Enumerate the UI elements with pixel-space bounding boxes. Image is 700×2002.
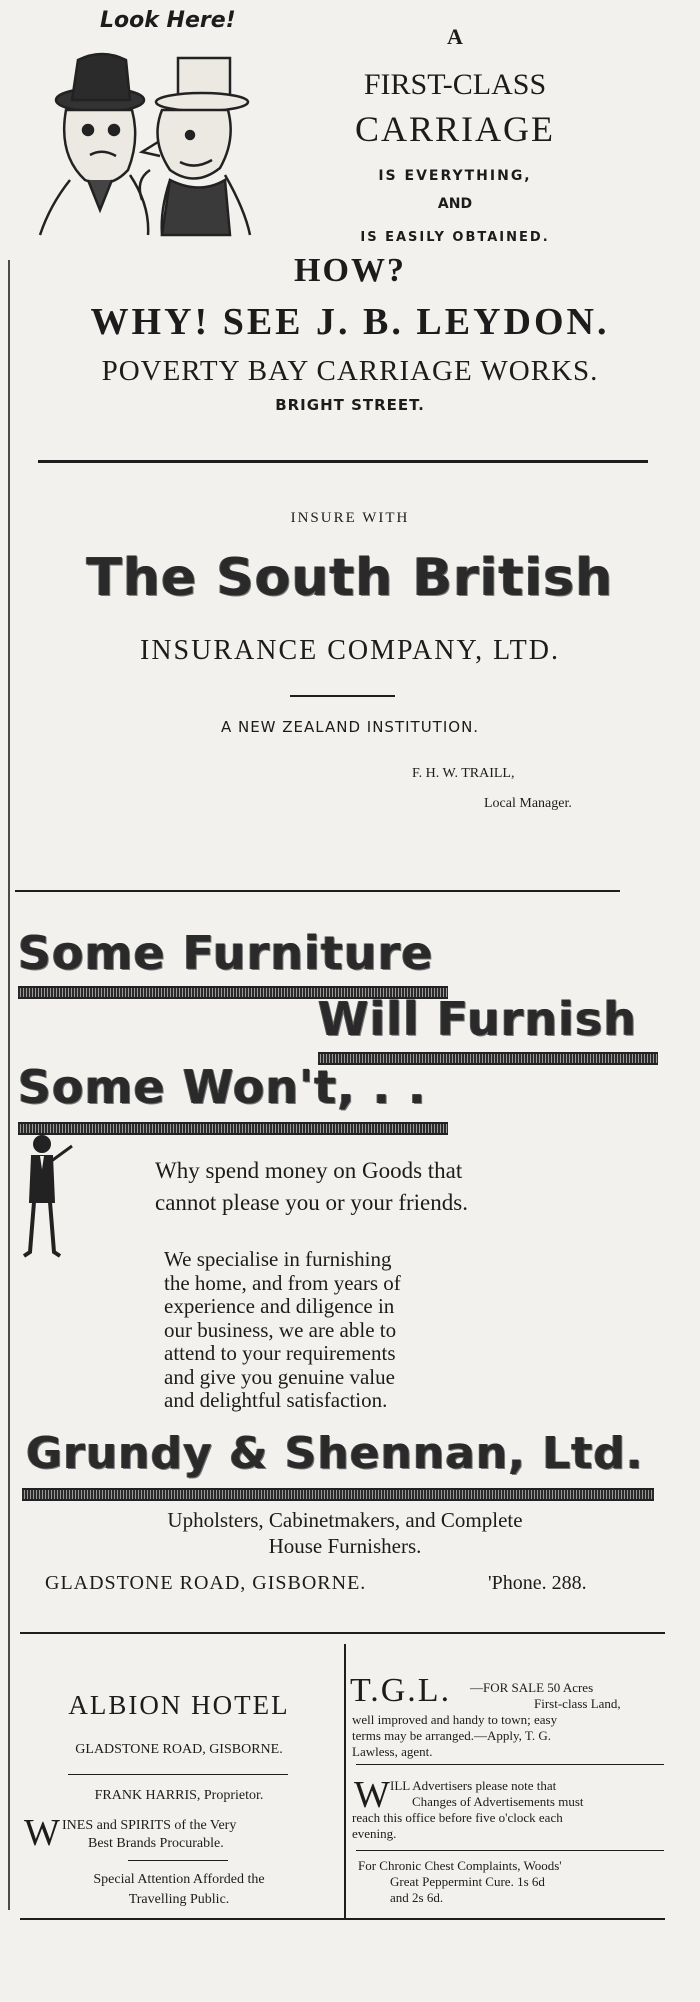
- insurance-rule: [15, 890, 620, 892]
- tgl-rule: [356, 1764, 664, 1765]
- furniture-trades-1: Upholsters, Cabinetmakers, and Complete: [167, 1508, 523, 1532]
- albion-wines-initial: W: [24, 1812, 60, 1854]
- albion-hotel-ad: [18, 1640, 340, 1918]
- carriage-works: POVERTY BAY CARRIAGE WORKS.: [101, 355, 599, 387]
- tgl-ad: [350, 1640, 670, 1760]
- south-british-title: The South British: [86, 548, 614, 608]
- carriage-how: HOW?: [294, 252, 406, 289]
- insurance-institution: A NEW ZEALAND INSTITUTION.: [220, 718, 480, 736]
- carriage-first-class: FIRST-CLASS: [363, 68, 547, 101]
- albion-special-2: Travelling Public.: [128, 1892, 230, 1907]
- furniture-question-1: Why spend money on Goods that: [155, 1158, 463, 1183]
- furniture-line-3: Some Won't, . .: [18, 1060, 427, 1114]
- carriage-is-everything: IS EVERYTHING,: [378, 168, 532, 184]
- insurance-company-ltd: INSURANCE COMPANY, LTD.: [140, 635, 560, 666]
- albion-wines-2: Best Brands Procurable.: [88, 1836, 224, 1851]
- carriage-and: AND: [437, 196, 473, 212]
- furniture-phone: 'Phone. 288.: [488, 1572, 587, 1594]
- furniture-address: GLADSTONE ROAD, GISBORNE.: [45, 1572, 367, 1594]
- furniture-ad: [0, 900, 700, 1630]
- notice-text-2: Changes of Advertisements must: [412, 1794, 584, 1809]
- furniture-bar-3: [18, 1122, 448, 1135]
- albion-hotel-name: ALBION HOTEL: [68, 1690, 290, 1720]
- albion-address: GLADSTONE ROAD, GISBORNE.: [75, 1742, 283, 1757]
- furniture-body-line: We specialise in furnishing: [164, 1247, 392, 1271]
- bottom-rule: [20, 1918, 665, 1920]
- furniture-body-line: and delightful satisfaction.: [164, 1388, 388, 1412]
- gesturing-man-illustration-icon: [20, 1132, 80, 1260]
- tgl-text-1: —FOR SALE 50 Acres: [470, 1680, 594, 1695]
- carriage-easily: IS EASILY OBTAINED.: [360, 230, 550, 245]
- tgl-text-2: First-class Land,: [534, 1696, 621, 1711]
- tgl-text-5: Lawless, agent.: [352, 1744, 433, 1759]
- insurance-manager-name: F. H. W. TRAILL,: [412, 766, 515, 781]
- furniture-line-1: Some Furniture: [18, 926, 434, 980]
- furniture-rule: [20, 1632, 665, 1634]
- insurance-ad: [0, 470, 700, 890]
- chronic-text-1: For Chronic Chest Complaints, Woods': [358, 1858, 562, 1873]
- insurance-manager-title: Local Manager.: [484, 796, 572, 811]
- carriage-rule: [38, 460, 648, 463]
- carriage-ad: [0, 0, 700, 470]
- column-divider: [344, 1644, 346, 1919]
- look-here-caption: Look Here!: [100, 8, 236, 33]
- furniture-bar-4: [22, 1488, 654, 1501]
- furniture-body: [164, 1248, 401, 1413]
- furniture-body-line: the home, and from years of: [164, 1270, 401, 1295]
- carriage-street: BRIGHT STREET.: [275, 396, 425, 414]
- furniture-question-2: cannot please you or your friends.: [155, 1190, 468, 1215]
- advertisers-notice: [350, 1766, 670, 1846]
- albion-rule-2: [128, 1860, 228, 1861]
- furniture-trades-2: House Furnishers.: [268, 1534, 422, 1558]
- notice-text-4: evening.: [352, 1826, 397, 1841]
- insurance-ornament-rule: [290, 695, 395, 697]
- insure-with-text: INSURE WITH: [290, 510, 410, 526]
- furniture-body-line: experience and diligence in: [164, 1294, 395, 1318]
- carriage-why: WHY! SEE J. B. LEYDON.: [90, 301, 610, 343]
- tgl-text-4: terms may be arranged.—Apply, T. G.: [352, 1728, 552, 1743]
- two-gentlemen-illustration-icon: [30, 30, 260, 240]
- chronic-text-2: Great Peppermint Cure. 1s 6d: [390, 1874, 545, 1889]
- notice-text-3: reach this office before five o'clock each: [352, 1810, 563, 1825]
- notice-rule: [356, 1850, 664, 1851]
- albion-wines-1: INES and SPIRITS of the Very: [62, 1818, 237, 1833]
- albion-proprietor: FRANK HARRIS, Proprietor.: [94, 1788, 264, 1803]
- carriage-a: A: [447, 24, 463, 49]
- furniture-body-line: and give you genuine value: [164, 1364, 395, 1389]
- grundy-shennan-title: Grundy & Shennan, Ltd.: [26, 1428, 644, 1479]
- furniture-line-2: Will Furnish: [318, 992, 638, 1046]
- chronic-text-3: and 2s 6d.: [390, 1890, 444, 1905]
- albion-special-1: Special Attention Afforded the: [93, 1872, 265, 1887]
- albion-rule-1: [68, 1774, 288, 1775]
- furniture-body-line: our business, we are able to: [164, 1317, 397, 1342]
- notice-initial: W: [354, 1774, 390, 1816]
- tgl-text-3: well improved and handy to town; easy: [352, 1712, 558, 1727]
- carriage-word: CARRIAGE: [354, 109, 555, 149]
- notice-text-1: ILL Advertisers please note that: [390, 1778, 557, 1793]
- peppermint-cure-ad: [350, 1852, 670, 1916]
- tgl-title: T.G.L.: [350, 1672, 452, 1709]
- furniture-body-line: attend to your requirements: [164, 1341, 396, 1365]
